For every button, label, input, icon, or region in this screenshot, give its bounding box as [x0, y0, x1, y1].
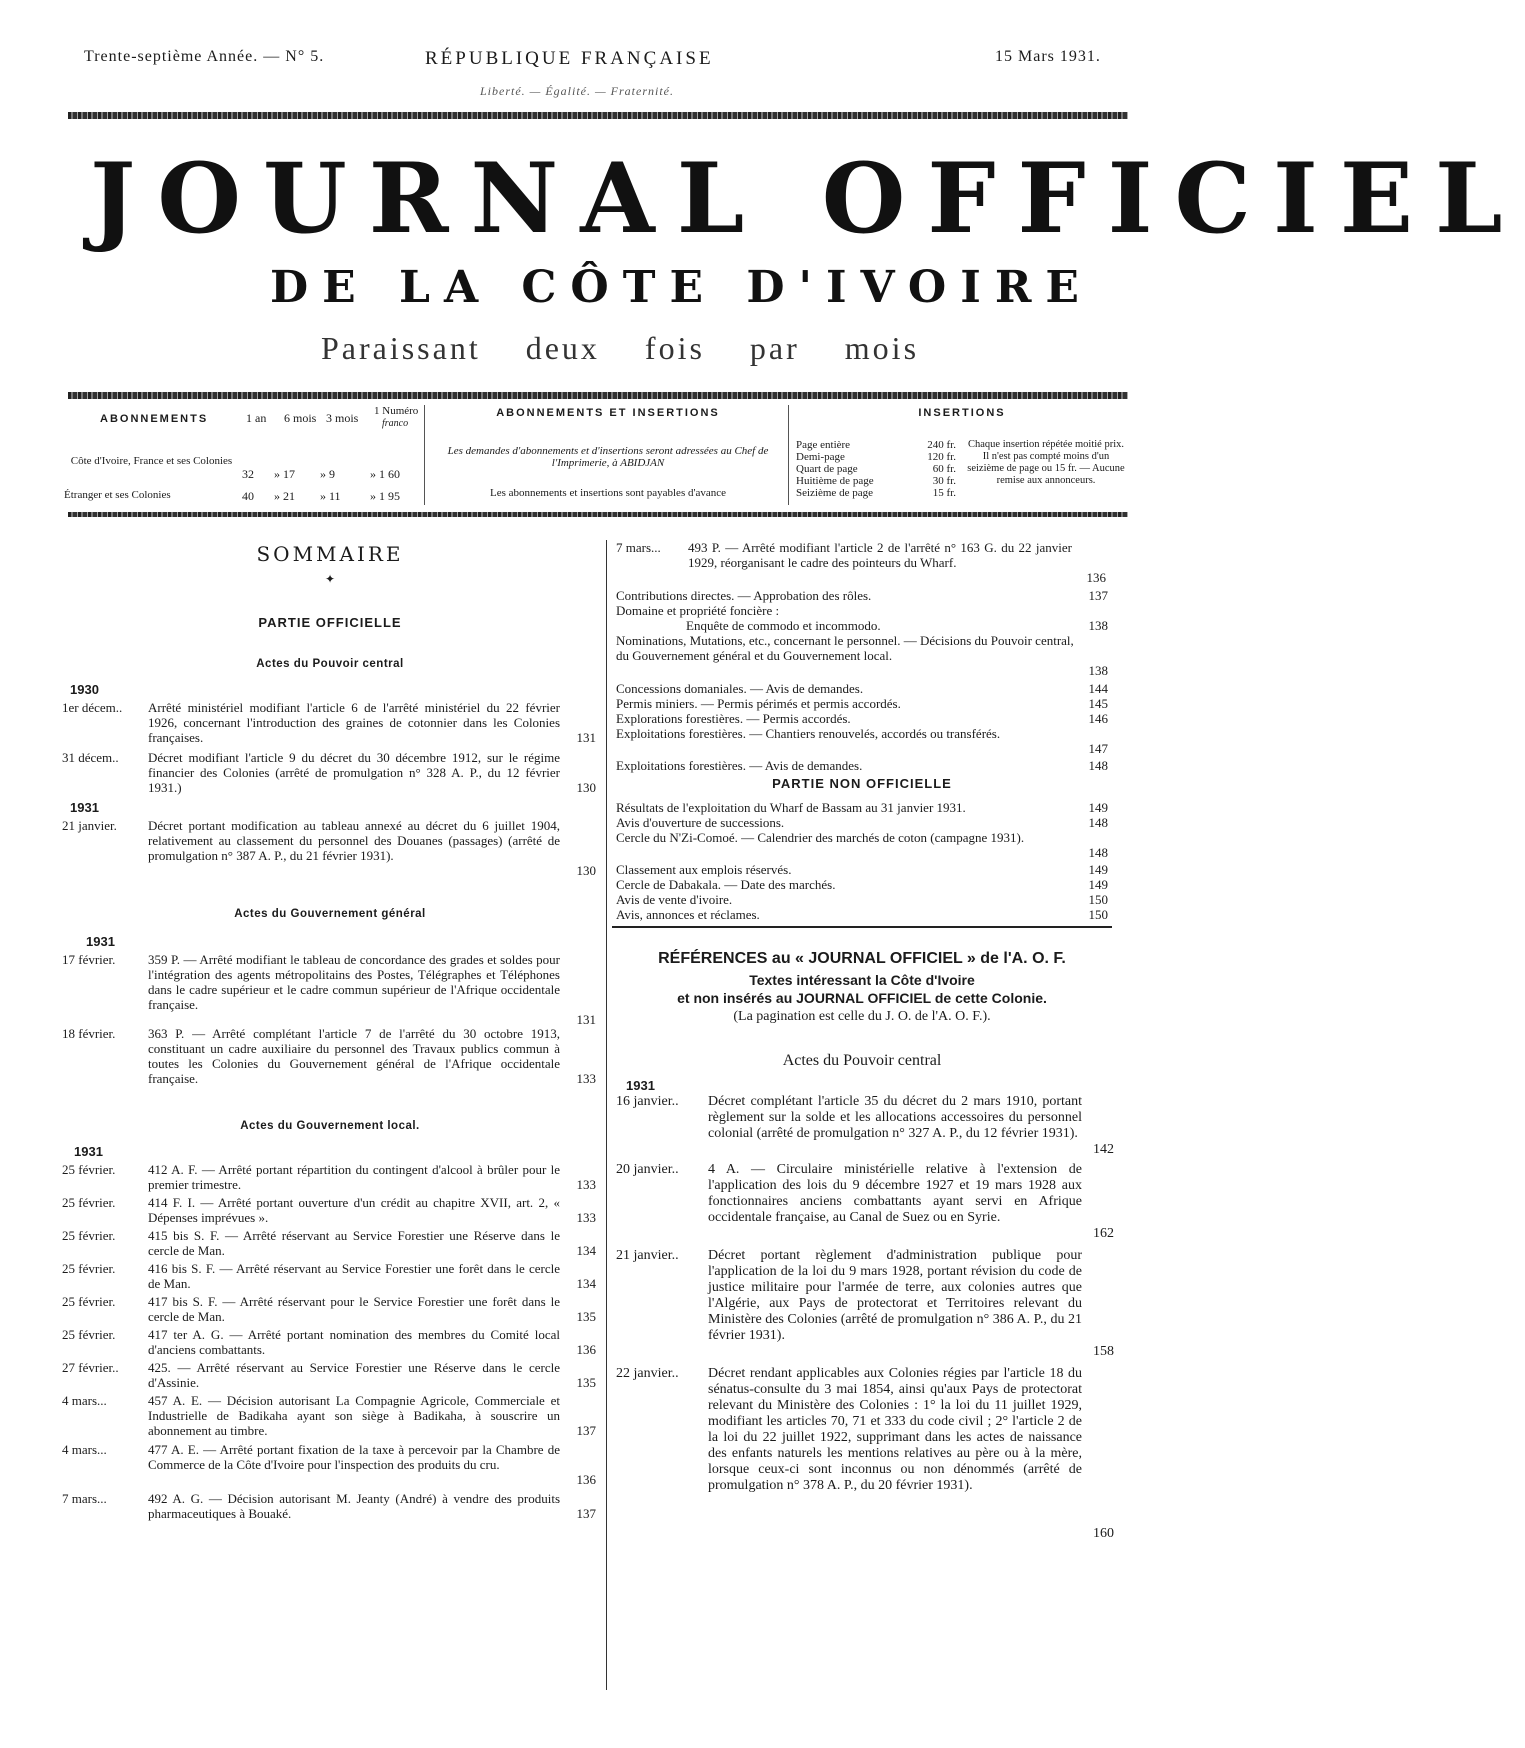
entry-date: 21 janvier.: [62, 818, 117, 833]
entry-gl-6: [62, 1327, 600, 1357]
toc-line: Nominations, Mutations, etc., concernant le personnel. — Décisions du Pouvoir central, du Gouvernement général et du Gouvernement local. 138: [616, 633, 1108, 678]
year-1931-gg: 1931: [86, 934, 115, 949]
entry-date: 25 février.: [62, 1228, 116, 1243]
toc-line: Enquête de commodo et incommodo. 138: [686, 618, 1108, 633]
entry-page: 135: [576, 1309, 596, 1324]
actes-pouvoir-central: Actes du Pouvoir central: [256, 658, 404, 670]
entry-page: 133: [576, 1071, 596, 1086]
col-3mois: 3 mois: [326, 411, 359, 425]
partie-officielle: PARTIE OFFICIELLE: [258, 615, 402, 630]
entry-date: 4 mars...: [62, 1393, 107, 1408]
entry-text: 359 P. — Arrêté modifiant le tableau de concordance des grades et soldes pour l'intégration des agents métropolitains des Postes, Télégraphes et Téléphones dans le cadre supérieur et le cadre commun supérieur de l'Afrique occidentale française.: [148, 952, 560, 1012]
toc-line: Contributions directes. — Approbation des rôles. 137: [616, 588, 1108, 603]
price-row: Seizième de page 15 fr.: [796, 487, 956, 499]
entry-date: 21 janvier..: [616, 1248, 679, 1263]
entry-gl-7: [62, 1360, 600, 1390]
entry-page: 133: [576, 1177, 596, 1192]
row2-6mois: » 21: [274, 489, 295, 503]
insertions-header: INSERTIONS: [918, 407, 1006, 419]
republic-header: RÉPUBLIQUE FRANÇAISE: [425, 48, 714, 69]
row1-3mois: » 9: [320, 467, 335, 481]
frequency: Paraissant deux fois par mois: [320, 330, 920, 366]
entry-date: 16 janvier..: [616, 1094, 679, 1109]
entry-text: Décret complétant l'article 35 du décret du 2 mars 1910, portant règlement sur la solde et les allocations accessoires du personnel colonial (arrêté de promulgation n° 327 A. P., du 12 février 1931).: [708, 1094, 1082, 1141]
year-1931: 1931: [70, 800, 99, 815]
entry-date: 25 février.: [62, 1162, 116, 1177]
entry-page: 130: [576, 780, 596, 795]
price-row: Huitième de page 30 fr.: [796, 475, 956, 487]
insertions-prices: [796, 439, 956, 499]
toc-line: Cercle de Dabakala. — Date des marchés. 149: [616, 877, 1108, 892]
toc-line: Domaine et propriété foncière :: [616, 603, 780, 618]
toc-line: Avis, annonces et réclames. 150: [616, 907, 1108, 922]
price-row: Page entière 240 fr.: [796, 439, 956, 451]
toc-line: Exploitations forestières. — Chantiers renouvelés, accordés ou transférés. 147: [616, 726, 1108, 756]
entry-gl-10: [62, 1491, 600, 1521]
entry-text: Décret rendant applicables aux Colonies régies par l'article 18 du sénatus-consulte du 3 mai 1854, ainsi qu'aux Pays de protectorat relevant du Ministère des Colonies : 1° la loi du 11 juillet 1929, modifiant les articles 70, 71 et 333 du code civil ; 2° l'article 2 de la loi du 22 juillet 1922, supprimant dans les actes de naissance des enfants naturels les mentions relatives au père ou à la mère, lorsque ceux-ci sont inconnus ou non dénommés (arrêté de promulgation n° 378 A. P., du 20 février 1931).: [708, 1366, 1082, 1493]
address-text: Les demandes d'abonnements et d'insertions seront adressées au Chef de l'Imprimerie, à ABIDJAN: [447, 445, 769, 469]
price-row: Demi-page 120 fr.: [796, 451, 956, 463]
row1-1an: 32: [242, 467, 254, 481]
toc-line: Explorations forestières. — Permis accordés. 146: [616, 711, 1108, 726]
entry-text: 493 P. — Arrêté modifiant l'article 2 de l'arrêté n° 163 G. du 22 janvier 1929, réorganisant le cadre des pointeurs du Wharf.: [688, 540, 1072, 570]
row2-3mois: » 11: [320, 489, 341, 503]
entry-text: 425. — Arrêté réservant au Service Forestier une Réserve dans le cercle d'Assinie.: [148, 1360, 560, 1390]
toc-line: Avis d'ouverture de successions. 148: [616, 815, 1108, 830]
entry-page: 137: [576, 1423, 596, 1438]
references-line3: et non insérés au JOURNAL OFFICIEL de cette Colonie.: [677, 990, 1047, 1006]
top-rule: [68, 112, 1128, 119]
ref-entry-4: [616, 1366, 1114, 1542]
references-line4: (La pagination est celle du J. O. de l'A. O. F.).: [733, 1009, 991, 1024]
entry-text: Décret portant modification au tableau annexé au décret du 6 juillet 1904, relativement au classement du personnel des Douanes (passages) (arrêté de promulgation n° 387 A. P., du 21 février 1931).: [148, 818, 560, 863]
row2-1an: 40: [242, 489, 254, 503]
entry-gl-3: [62, 1228, 600, 1258]
row1-numero: » 1 60: [370, 467, 400, 481]
issue-date: 15 Mars 1931.: [995, 48, 1101, 65]
entry-page: 135: [576, 1375, 596, 1390]
entry-gl-2: [62, 1195, 600, 1225]
entry-gl-9: [62, 1442, 600, 1488]
entry-page: 142: [1093, 1142, 1114, 1157]
entry-date: 18 février.: [62, 1026, 116, 1041]
entry-text: 4 A. — Circulaire ministérielle relative à l'extension de l'application des lois du 9 décembre 1927 et 19 mars 1928 aux fonctionnaires anciens combattants ayant servi en Afrique occidentale française, au Canal de Suez ou en Syrie.: [708, 1162, 1082, 1225]
entry-text: 417 bis S. F. — Arrêté réservant pour le Service Forestier une forêt dans le cercle de Man.: [148, 1294, 560, 1324]
subscriptions-header: ABONNEMENTS: [100, 413, 209, 425]
section-rule: [612, 926, 1112, 928]
entry-date: 25 février.: [62, 1327, 116, 1342]
entry-date: 27 février..: [62, 1360, 119, 1375]
entry-gl-1: [62, 1162, 600, 1192]
entry-date: 17 février.: [62, 952, 116, 967]
rule-mid: [68, 392, 1128, 399]
journal-title: JOURNAL OFFICIEL: [90, 142, 1525, 255]
entry-gg-2: [62, 1026, 600, 1088]
entry-page: 136: [1086, 570, 1106, 585]
entry-page: 137: [576, 1506, 596, 1521]
entry-page: 136: [576, 1342, 596, 1357]
entry-text: 416 bis S. F. — Arrêté réservant au Service Forestier une forêt dans le cercle de Man.: [148, 1261, 560, 1291]
entry-text: 492 A. G. — Décision autorisant M. Jeanty (André) à vendre des produits pharmaceutiques à Bouaké.: [148, 1491, 560, 1521]
entry-page: 160: [1093, 1526, 1114, 1541]
entry-text: 477 A. E. — Arrêté portant fixation de la taxe à percevoir par la Chambre de Commerce de la Côte d'Ivoire pour l'inspection des produits du cru.: [148, 1442, 560, 1472]
actes-gouv-local: Actes du Gouvernement local.: [240, 1120, 420, 1132]
subscriptions-address: [430, 405, 786, 505]
entry-text: 412 A. F. — Arrêté portant répartition du contingent d'alcool à brûler pour le premier trimestre.: [148, 1162, 560, 1192]
ref-entry-2: [616, 1162, 1114, 1242]
entry-page: 131: [576, 1012, 596, 1027]
col-numero: 1 Numéro: [374, 405, 419, 417]
year-1931-gl: 1931: [74, 1144, 103, 1159]
entry-page: 131: [576, 730, 596, 745]
entry-page: 134: [576, 1276, 596, 1291]
entry-pc-1930-2: [62, 750, 600, 796]
ref-entry-3: [616, 1248, 1114, 1360]
entry-date: 25 février.: [62, 1195, 116, 1210]
toc-line: Permis miniers. — Permis périmés et permis accordés. 145: [616, 696, 1108, 711]
ref-entry-1: [616, 1094, 1114, 1156]
entry-page: 130: [576, 863, 596, 878]
entry-date: 1er décem..: [62, 700, 123, 715]
ornament: ✦: [324, 572, 336, 586]
subscriptions-table: [64, 405, 424, 505]
entry-pc-1931-1: [62, 818, 600, 880]
entry-gg-1: [62, 952, 600, 1027]
toc-line: Concessions domaniales. — Avis de demandes. 144: [616, 681, 1108, 696]
entry-text: 415 bis S. F. — Arrêté réservant au Service Forestier une Réserve dans le cercle de Man.: [148, 1228, 560, 1258]
entry-date: 20 janvier..: [616, 1162, 679, 1177]
entry-text: Décret modifiant l'article 9 du décret du 30 décembre 1912, sur le régime financier des Colonies (arrêté de promulgation n° 328 A. P., du 12 février 1931.): [148, 750, 560, 795]
entry-text: Décret portant règlement d'administration publique pour l'application de la loi du 9 mars 1928, portant révision du code de justice militaire pour l'armée de terre, aux colonies autres que l'Algérie, aux Pays de protectorat et Territoires relevant du Ministère des Colonies (arrêté de promulgation n° 386 A. P., du 21 février 1931).: [708, 1248, 1082, 1343]
toc-line: Cercle du N'Zi-Comoé. — Calendrier des marchés de coton (campagne 1931). 148: [616, 830, 1108, 860]
entry-page: 162: [1093, 1226, 1114, 1241]
motto: Liberté. — Égalité. — Fraternité.: [480, 84, 674, 98]
entry-right-cont: [616, 540, 1108, 586]
col-6mois: 6 mois: [284, 411, 317, 425]
sommaire-title: SOMMAIRE: [256, 542, 404, 566]
col-1an: 1 an: [246, 411, 267, 425]
entry-page: 136: [576, 1472, 596, 1487]
row2-label: Étranger et ses Colonies: [64, 489, 171, 501]
entry-text: 363 P. — Arrêté complétant l'article 7 de l'arrêté du 30 octobre 1913, constituant un cadre auxiliaire du personnel des Travaux publics commun à toutes les Colonies du Gouvernement général de l'Afrique occidentale française.: [148, 1026, 560, 1086]
entry-page: 134: [576, 1243, 596, 1258]
entry-date: 25 février.: [62, 1261, 116, 1276]
insertions-table: [792, 405, 1132, 505]
entry-date: 31 décem..: [62, 750, 119, 765]
actes-gouv-general: Actes du Gouvernement général: [234, 908, 426, 920]
entry-text: 417 ter A. G. — Arrêté portant nomination des membres du Comité local d'anciens combattants.: [148, 1327, 560, 1357]
price-row: Quart de page 60 fr.: [796, 463, 956, 475]
year-1930: 1930: [70, 682, 99, 697]
toc-line: Exploitations forestières. — Avis de demandes. 148: [616, 758, 1108, 773]
row2-numero: » 1 95: [370, 489, 400, 503]
toc-line: Résultats de l'exploitation du Wharf de Bassam au 31 janvier 1931. 149: [616, 800, 1108, 815]
entry-page: 133: [576, 1210, 596, 1225]
address-header: ABONNEMENTS ET INSERTIONS: [496, 407, 720, 419]
references-heading: RÉFÉRENCES au « JOURNAL OFFICIEL » de l'A. O. F.: [658, 950, 1066, 967]
insertion-note: Chaque insertion répétée moitié prix. Il n'est pas compté moins d'un seizième de page ou 15 fr. — Aucune remise aux annonceurs.: [967, 439, 1125, 486]
entry-date: 7 mars...: [62, 1491, 107, 1506]
references-year: 1931: [626, 1078, 655, 1093]
column-divider: [606, 540, 607, 1690]
col-numero-sub: franco: [382, 418, 409, 429]
journal-subtitle: DE LA CÔTE D'IVOIRE: [270, 262, 1093, 313]
rule-bottom: [68, 512, 1128, 517]
entry-date: 4 mars...: [62, 1442, 107, 1457]
toc-line: Classement aux emplois réservés. 149: [616, 862, 1108, 877]
row1-6mois: » 17: [274, 467, 295, 481]
divider-2: [788, 405, 789, 505]
entry-gl-8: [62, 1393, 600, 1439]
toc-line: Avis de vente d'ivoire. 150: [616, 892, 1108, 907]
references-actes: Actes du Pouvoir central: [782, 1052, 942, 1069]
row1-label: Côte d'Ivoire, France et ses Colonies: [70, 455, 233, 467]
entry-page: 158: [1093, 1344, 1114, 1359]
entry-gl-5: [62, 1294, 600, 1324]
entry-gl-4: [62, 1261, 600, 1291]
divider-1: [424, 405, 425, 505]
payment-note: Les abonnements et insertions sont payables d'avance: [490, 487, 726, 499]
entry-pc-1930-1: [62, 700, 600, 746]
entry-text: 457 A. E. — Décision autorisant La Compagnie Agricole, Commerciale et Industrielle de Badikaha ayant son siège à Badikaha, à souscrire un abonnement au timbre.: [148, 1393, 560, 1438]
entry-date: 22 janvier..: [616, 1366, 679, 1381]
partie-non-officielle: PARTIE NON OFFICIELLE: [772, 776, 952, 791]
entry-text: Arrêté ministériel modifiant l'article 6 de l'arrêté ministériel du 22 février 1926, concernant l'introduction des graines de cotonnier dans les Colonies françaises.: [148, 700, 560, 745]
entry-text: 414 F. I. — Arrêté portant ouverture d'un crédit au chapitre XVII, art. 2, « Dépenses imprévues ».: [148, 1195, 560, 1225]
references-line2: Textes intéressant la Côte d'Ivoire: [749, 972, 975, 988]
year-issue: Trente-septième Année. — N° 5.: [84, 48, 325, 65]
entry-date: 7 mars...: [616, 540, 661, 555]
entry-date: 25 février.: [62, 1294, 116, 1309]
